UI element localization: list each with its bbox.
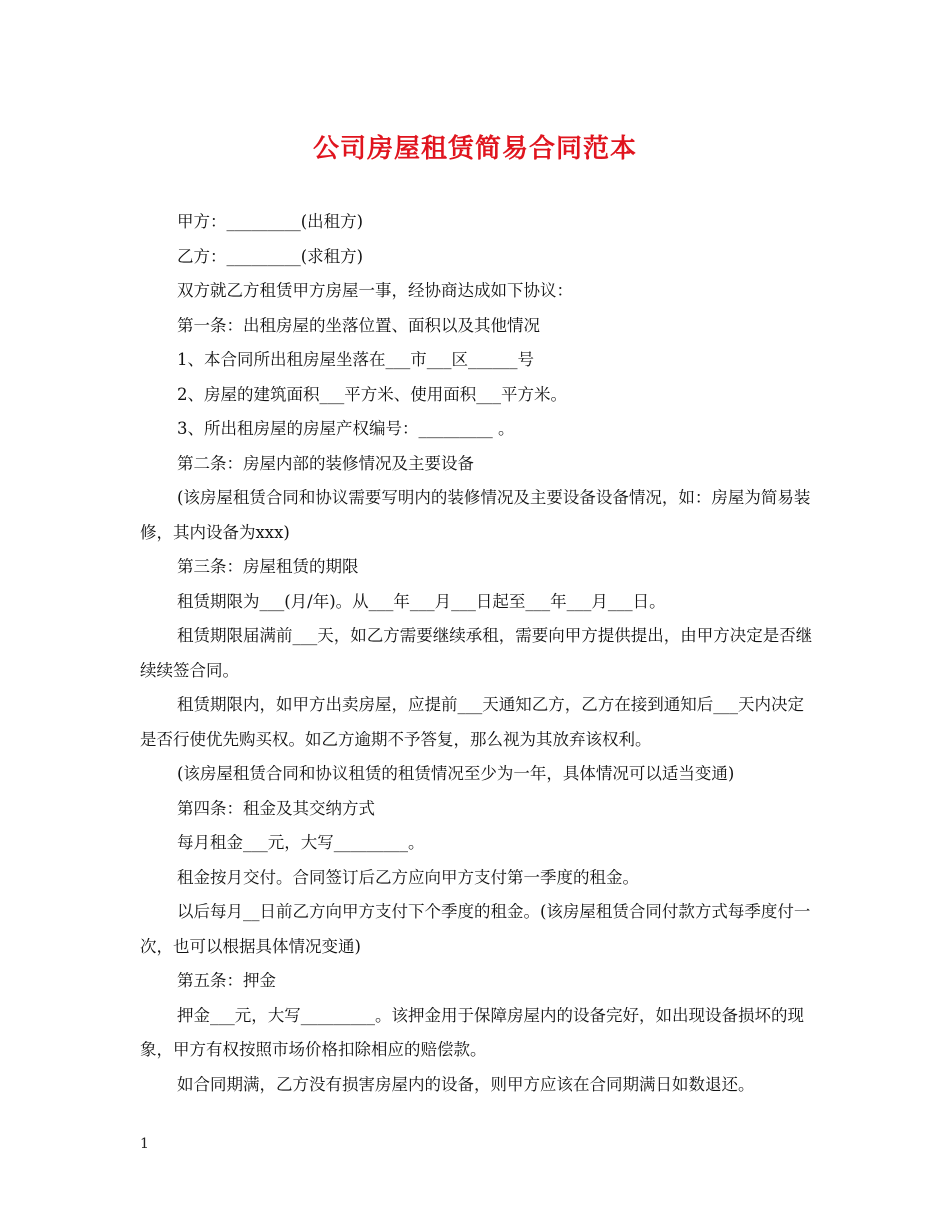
paragraph-agreement-intro: 双方就乙方租赁甲方房屋一事，经协商达成如下协议：	[177, 281, 573, 300]
article-1-heading: 第一条：出租房屋的坐落位置、面积以及其他情况	[177, 315, 540, 335]
article-2-heading: 第二条：房屋内部的装修情况及主要设备	[177, 453, 474, 473]
article-4-payment: 租金按月交付。合同签订后乙方应向甲方支付第一季度的租金。	[177, 867, 639, 887]
article-5-deposit: 押金___元，大写_________。该押金用于保障房屋内的设备完好，如出现设备损坏的现象，甲方有权按照市场价格扣除相应的赔偿款。	[140, 1005, 804, 1059]
paragraph-party-a: 甲方：_________(出租方)	[177, 212, 364, 231]
document-body	[140, 205, 820, 1102]
article-1-item-3: 3、所出租房屋的房屋产权编号：_________ 。	[177, 419, 515, 438]
article-4-schedule: 以后每月__日前乙方向甲方支付下个季度的租金。(该房屋租赁合同付款方式每季度付一次，也可以根据具体情况变通)	[140, 902, 811, 956]
article-4-heading: 第四条：租金及其交纳方式	[177, 798, 375, 818]
article-1-item-1: 1、本合同所出租房屋坐落在___市___区______号	[177, 350, 534, 369]
page-number: 1	[140, 1136, 149, 1152]
document-title: 公司房屋租赁简易合同范本	[312, 134, 637, 164]
article-2-note: (该房屋租赁合同和协议需要写明内的装修情况及主要设备设备情况，如：房屋为简易装修，其内设备为xxx)	[140, 488, 811, 542]
article-3-heading: 第三条：房屋租赁的期限	[177, 557, 359, 576]
article-3-preemption: 租赁期限内，如甲方出卖房屋，应提前___天通知乙方，乙方在接到通知后___天内决定是否行使优先购买权。如乙方逾期不予答复，那么视为其放弃该权利。	[140, 695, 804, 749]
article-4-monthly-rent: 每月租金___元，大写_________。	[177, 833, 425, 852]
paragraph-party-b: 乙方：_________(求租方)	[177, 246, 364, 266]
article-1-item-2: 2、房屋的建筑面积___平方米、使用面积___平方米。	[177, 384, 567, 404]
article-5-refund: 如合同期满，乙方没有损害房屋内的设备，则甲方应该在合同期满日如数退还。	[177, 1074, 755, 1094]
article-3-note: (该房屋租赁合同和协议租赁的租赁情况至少为一年，具体情况可以适当变通)	[177, 764, 735, 783]
article-3-renewal: 租赁期限届满前___天，如乙方需要继续承租，需要向甲方提供提出，由甲方决定是否继续续签合同。	[140, 626, 813, 680]
article-5-heading: 第五条：押金	[177, 971, 276, 990]
article-3-term: 租赁期限为___(月/年)。从___年___月___日起至___年___月___日。	[177, 591, 666, 611]
